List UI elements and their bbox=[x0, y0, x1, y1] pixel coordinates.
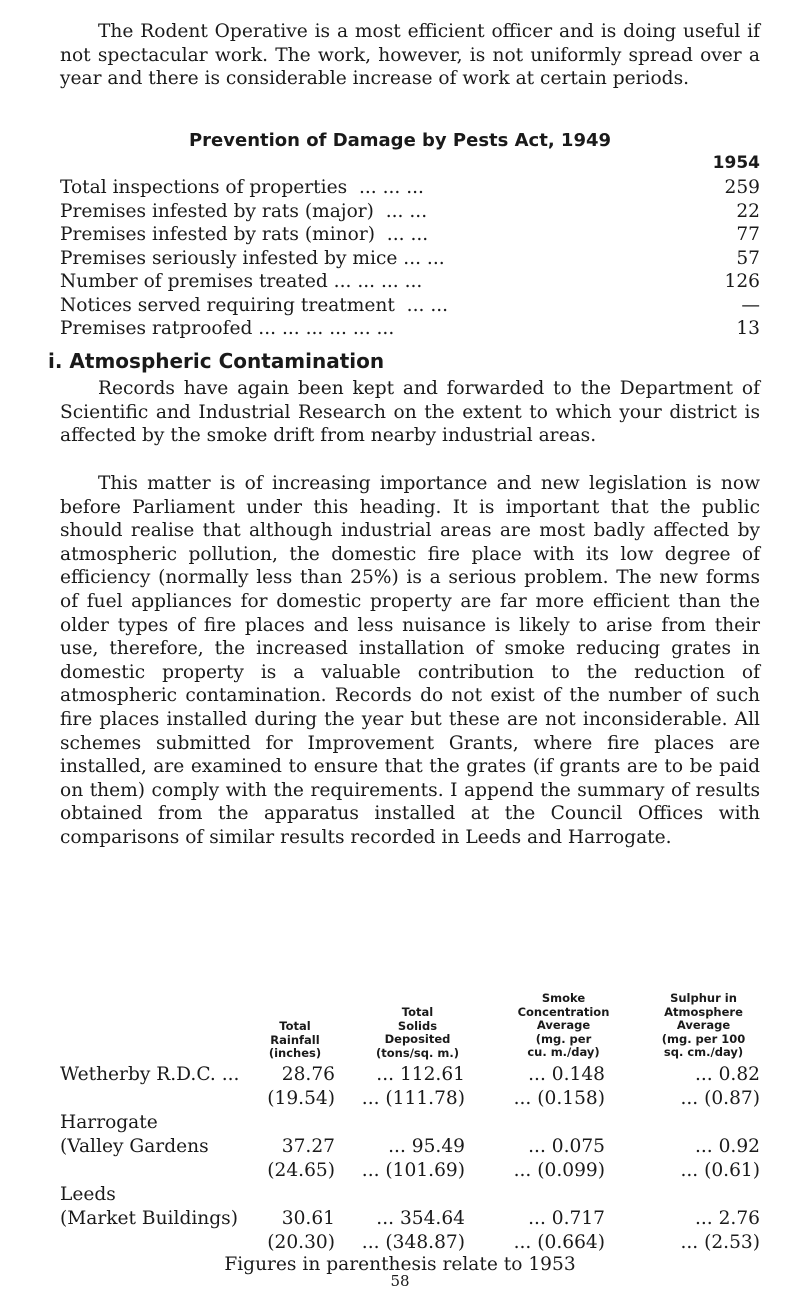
sulphur-cell: ... (2.53) bbox=[680, 1232, 760, 1253]
rainfall-cell: (19.54) bbox=[267, 1088, 335, 1109]
pests-row bbox=[60, 176, 760, 200]
pests-row-value: 77 bbox=[736, 224, 760, 245]
pests-row-label: Premises ratproofed ... ... ... ... ... ... bbox=[60, 318, 395, 339]
smoke-cell: ... 0.075 bbox=[528, 1136, 605, 1157]
solids-cell: ... (111.78) bbox=[361, 1088, 465, 1109]
smoke-cell: ... 0.717 bbox=[528, 1208, 605, 1229]
solids-cell: ... (348.87) bbox=[361, 1232, 465, 1253]
intro-paragraph: The Rodent Operative is a most efficient officer and is doing useful if not spectacular work. The work, however, is not uniformly spread over a year and there is considerable increase of work at certain periods. bbox=[60, 21, 760, 90]
sulphur-cell: ... (0.87) bbox=[680, 1088, 760, 1109]
atmospheric-heading: i. Atmospheric Contamination bbox=[48, 349, 385, 373]
rainfall-cell: (24.65) bbox=[267, 1160, 335, 1181]
rainfall-cell: (20.30) bbox=[267, 1232, 335, 1253]
station-name: (Valley Gardens bbox=[60, 1136, 209, 1157]
rainfall-cell: 28.76 bbox=[281, 1064, 335, 1085]
pests-row bbox=[60, 200, 760, 224]
pests-row-value: 22 bbox=[736, 200, 760, 222]
pests-row bbox=[60, 317, 760, 341]
station-name: Harrogate bbox=[60, 1112, 158, 1133]
sulphur-cell: ... 0.82 bbox=[694, 1064, 760, 1085]
header-rainfall: Total Rainfall (inches) bbox=[268, 1019, 322, 1061]
header-sulphur: Sulphur in Atmosphere Average (mg. per 100 sq. cm./day) bbox=[661, 991, 746, 1060]
smoke-cell: ... (0.158) bbox=[513, 1088, 605, 1109]
pests-row-label: Premises infested by rats (minor) ... ... bbox=[60, 224, 429, 245]
page-number: 58 bbox=[390, 1272, 410, 1290]
solids-cell: ... (101.69) bbox=[361, 1160, 465, 1181]
header-solids: Total Solids Deposited (tons/sq. m.) bbox=[376, 1005, 459, 1060]
smoke-cell: ... (0.099) bbox=[513, 1160, 605, 1181]
rainfall-cell: 37.27 bbox=[281, 1136, 335, 1157]
atmospheric-paragraph-2: This matter is of increasing importance and new legislation is now before Parliament under this heading. It is important that the public should realise that although industrial areas are most badly affected by atmospheric pollution, the domestic fire place with its low degree of efficiency (normally less than 25%) is a serious problem. The new forms of fuel appliances for domestic property are far more efficient than the older types of fire places and less nuisance is likely to arise from their use, therefore, the increased installation of smoke reducing grates in domestic property is a valuable contribution to the reduction of atmospheric contamination. Records do not exist of the number of such fire places installed during the year but these are not inconsiderable. All schemes submitted for Improvement Grants, where fire places are installed, are examined to ensure that the grates (if grants are to be paid on them) comply with the requirements. I append the summary of results obtained from the apparatus installed at the Council Offices with comparisons of similar results recorded in Leeds and Harrogate. bbox=[60, 473, 760, 848]
sulphur-cell: ... 2.76 bbox=[694, 1208, 760, 1229]
atmospheric-paragraph-1: Records have again been kept and forwarded to the Department of Scientific and Industrial Research on the extent to which your district is affected by the smoke drift from nearby industrial areas. bbox=[60, 378, 760, 447]
pests-row bbox=[60, 247, 760, 271]
pests-row-label: Premises infested by rats (major) ... ... bbox=[60, 200, 428, 222]
solids-cell: ... 112.61 bbox=[376, 1064, 465, 1085]
pests-row-label: Total inspections of properties ... ... ... bbox=[60, 177, 424, 198]
solids-cell: ... 354.64 bbox=[376, 1208, 465, 1229]
pests-row-label: Premises seriously infested by mice ... ... bbox=[60, 247, 445, 269]
sulphur-cell: ... (0.61) bbox=[680, 1160, 760, 1181]
sulphur-cell: ... 0.92 bbox=[694, 1136, 760, 1157]
header-smoke: Smoke Concentration Average (mg. per cu. m./day) bbox=[517, 991, 610, 1060]
station-name: (Market Buildings) bbox=[60, 1208, 238, 1229]
pests-row-value: — bbox=[741, 294, 760, 316]
table-footnote: Figures in parenthesis relate to 1953 bbox=[224, 1254, 576, 1275]
smoke-cell: ... 0.148 bbox=[528, 1064, 605, 1085]
solids-cell: ... 95.49 bbox=[388, 1136, 465, 1157]
pests-row-value: 259 bbox=[724, 177, 760, 198]
pests-table bbox=[60, 176, 760, 341]
smoke-cell: ... (0.664) bbox=[513, 1232, 605, 1253]
pests-year-heading: 1954 bbox=[712, 153, 760, 173]
station-name: Wetherby R.D.C. ... bbox=[60, 1064, 240, 1085]
pests-row-label: Number of premises treated ... ... ... ... bbox=[60, 271, 423, 292]
station-name: Leeds bbox=[60, 1184, 116, 1205]
pests-row-value: 13 bbox=[736, 318, 760, 339]
pests-row-label: Notices served requiring treatment ... ... bbox=[60, 294, 449, 316]
pests-row-value: 57 bbox=[736, 247, 760, 269]
pests-act-heading: Prevention of Damage by Pests Act, 1949 bbox=[188, 130, 612, 151]
pests-row bbox=[60, 270, 760, 294]
pests-row-value: 126 bbox=[724, 271, 760, 292]
pests-row bbox=[60, 294, 760, 318]
pests-row bbox=[60, 223, 760, 247]
rainfall-cell: 30.61 bbox=[281, 1208, 335, 1229]
